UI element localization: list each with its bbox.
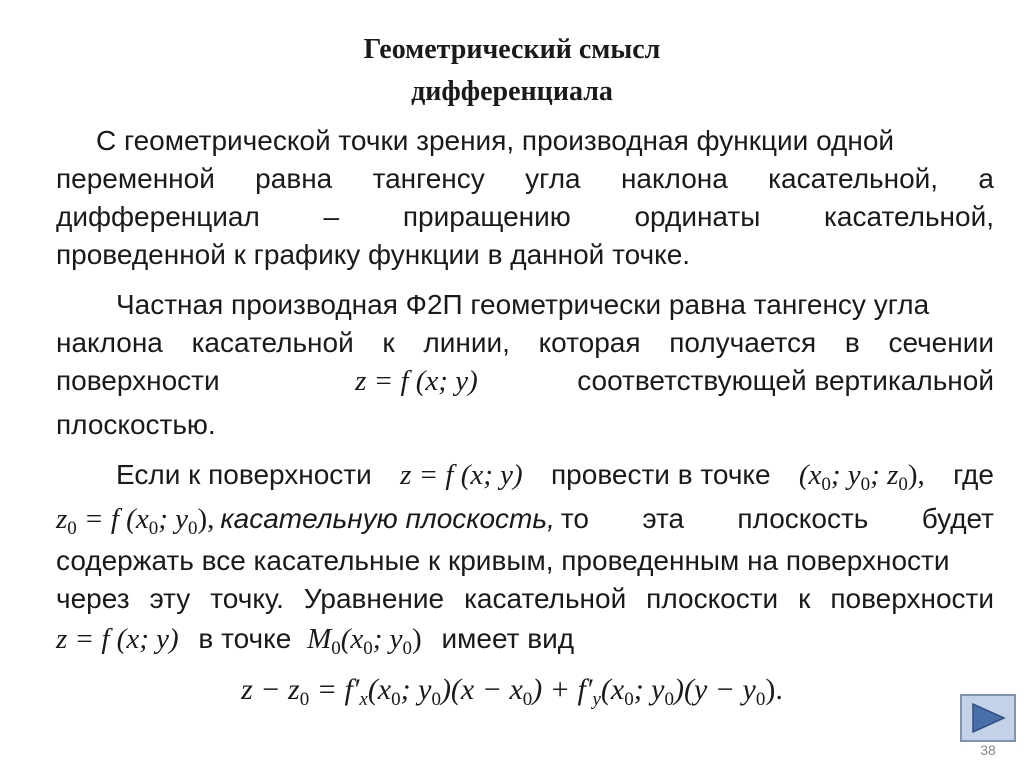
slide-title-line2: дифференциала [411,76,613,107]
p3-line-4: через эту точку. Уравнение касательной плоскости к поверхности [56,583,994,614]
p2-line-4: плоскостью. [56,409,216,440]
p3-line-1 [56,456,994,494]
p3-line-1-text-b: провести в точке [551,459,771,490]
slide-title-line1: Геометрический смысл [363,34,661,65]
paragraph-2 [56,286,994,444]
surface-equation-2: z = f (x; y) [400,459,523,491]
p1-line-3: дифференциал – приращению ординаты касательной, [56,201,994,232]
surface-equation-3: z = f (x; y) [56,623,179,655]
paragraph-1 [56,122,994,274]
surface-equation: z = f (x; y) [355,365,478,397]
p3-line-2 [56,500,994,538]
p2-line-3 [56,362,994,400]
play-arrow-icon [968,701,1008,735]
tangent-plane-term: касательную плоскость, [220,503,555,534]
p3-line-5 [56,620,994,658]
point-M0: $M_0(x_0$; $y_0$) [307,623,422,659]
p3-line-1-text-a: Если к поверхности [116,459,372,490]
z0-definition: $z_0 = f$ ($x_0$; $y_0$), [56,503,215,539]
p1-line-4: проведенной к графику функции в данной точке. [56,239,691,270]
p2-line-1: Частная производная Ф2П геометрически равна тангенсу угла [116,289,930,320]
p3-line-3: содержать все касательные к кривым, проведенным на поверхности [56,545,950,576]
p2-line-3-text-b: соответствующей вертикальной [577,365,994,396]
paragraph-3 [56,456,994,658]
next-slide-button[interactable] [960,694,1016,742]
tangent-plane-formula: $z - z_0 = f'_x(x_0$; $y_0)(x - x_0) + f'_y(x_0$; $y_0)(y - y_0)$. [241,673,783,710]
p1-line-2: переменной равна тангенсу угла наклона касательной, а [56,163,994,194]
p2-line-2: наклона касательной к линии, которая получается в сечении [56,327,994,358]
p3-line-1-text-c: где [953,459,994,490]
p1-line-1: С геометрической точки зрения, производная функции одной [96,125,895,156]
p2-line-3-text-a: поверхности [56,365,220,396]
p3-line-2-rest: то эта плоскость будет [560,503,994,534]
point-coordinates: ($x_0$; $y_0$; $z_0$), [798,459,925,495]
p3-line-5-text-a: в точке [198,623,292,654]
p3-line-5-text-b: имеет вид [441,623,575,654]
page-number: 38 [980,742,996,758]
